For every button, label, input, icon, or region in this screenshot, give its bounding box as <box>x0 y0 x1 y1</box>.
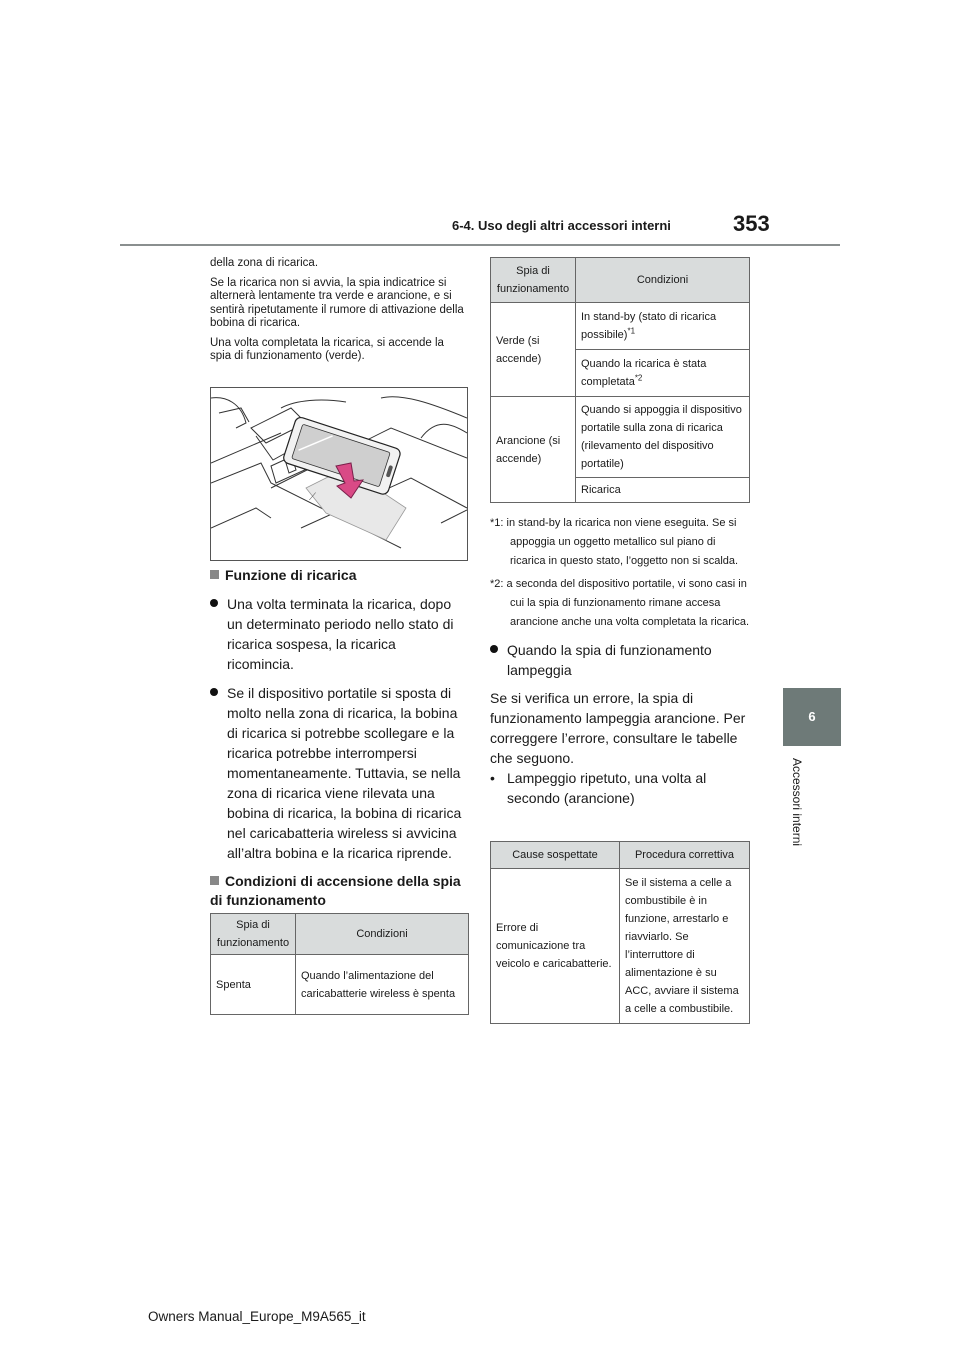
table-header: Cause sospettate <box>491 842 620 869</box>
table-row <box>491 869 750 1024</box>
error-table <box>490 841 750 1024</box>
wireless-charger-illustration <box>210 387 468 561</box>
table-cell: Quando si appoggia il dispositivo portatile sulla zona di ricarica (rilevamento del dispositivo portatile) <box>576 397 750 478</box>
table-header: Spia di funzionamento <box>211 914 296 955</box>
table-cell: Spenta <box>211 955 296 1015</box>
table-row <box>211 955 469 1015</box>
table-cell: In stand-by (stato di ricarica possibile)$^{*1}$ <box>576 303 750 350</box>
list-item: Una volta terminata la ricarica, dopo un determinato periodo nello stato di ricarica sospesa, la ricarica ricomincia. <box>210 594 466 674</box>
section-title: 6-4. Uso degli altri accessori interni <box>452 218 671 233</box>
status-table <box>490 257 750 503</box>
table-header: Spia di funzionamento <box>491 258 576 303</box>
funzione-heading: Funzione di ricarica <box>210 566 466 585</box>
bullet-icon <box>210 688 218 696</box>
list-item: Quando la spia di funzionamento lampeggia <box>490 640 750 680</box>
chapter-label: Accessori interni <box>790 758 804 847</box>
chapter-tab: 6 <box>783 688 841 746</box>
charger-drawing <box>211 388 467 560</box>
funzione-section <box>210 566 466 910</box>
table-cell: Quando l’alimentazione del caricabatterie wireless è spenta <box>296 955 469 1015</box>
table-cell: Verde (si accende) <box>491 303 576 397</box>
bullet-icon <box>210 599 218 607</box>
footer-text: Owners Manual_Europe_M9A565_it <box>148 1309 366 1324</box>
intro-paragraph: della zona di ricarica. <box>210 257 319 269</box>
intro-paragraph: Se la ricarica non si avvia, la spia indicatrice si alternerà lentamente tra verde e arancione, e si sentirà ripetutamente il rumore di attivazione della bobina di ricarica. <box>210 276 464 329</box>
sub-list-item: • Lampeggio ripetuto, una volta al secondo (arancione) <box>490 770 707 806</box>
bullet-icon <box>490 645 498 653</box>
header-divider <box>120 244 840 246</box>
square-bullet-icon <box>210 570 219 579</box>
spenta-table <box>210 913 469 1015</box>
table-header: Procedura correttiva <box>620 842 750 869</box>
footnote: *2: a seconda del dispositivo portatile, vi sono casi in cui la spia di funzionamento rimane accesa arancione anche una volta completata la ricarica. <box>490 578 750 628</box>
table-header: Condizioni <box>576 258 750 303</box>
table-header: Condizioni <box>296 914 469 955</box>
list-item: Se il dispositivo portatile si sposta di molto nella zona di ricarica, la bobina di ricarica si potrebbe scollegare e la ricarica potrebbe interrompersi momentaneamente. Tuttavia, se nella zona di ricarica viene rilevata una bobina di ricarica, la bobina di ricarica nel caricabatteria wireless si avvicina all’altra bobina e la ricarica riprende. <box>210 683 466 863</box>
right-column-text <box>490 514 750 808</box>
table-cell: Arancione (si accende) <box>491 397 576 503</box>
intro-paragraph: Una volta completata la ricarica, si accende la spia di funzionamento (verde). <box>210 336 444 362</box>
table-row <box>491 303 750 350</box>
square-bullet-icon <box>210 876 219 885</box>
table-cell: Errore di comunicazione tra veicolo e caricabatterie. <box>491 869 620 1024</box>
footnote: *1: in stand-by la ricarica non viene eseguita. Se si appoggia un oggetto metallico sul piano di ricarica in questo stato, l’oggetto non si scalda. <box>490 517 739 567</box>
page-number: 353 <box>733 211 770 236</box>
table-cell: Se il sistema a celle a combustibile è in funzione, arrestarlo e riavviarlo. Se l’interruttore di alimentazione è su ACC, avviare il sistema a celle a combustibile. <box>620 869 750 1024</box>
table-row <box>491 397 750 478</box>
condizioni-heading: Condizioni di accensione della spia di funzionamento <box>210 873 461 908</box>
svg-text:⟋: ⟋ <box>309 492 316 503</box>
error-paragraph: Se si verifica un errore, la spia di funzionamento lampeggia arancione. Per correggere l’errore, consultare le tabelle che seguono. <box>490 690 746 766</box>
intro-text <box>210 257 466 370</box>
table-cell: Quando la ricarica è stata completata$^{*2}$ <box>576 350 750 397</box>
table-cell: Ricarica <box>576 478 750 503</box>
